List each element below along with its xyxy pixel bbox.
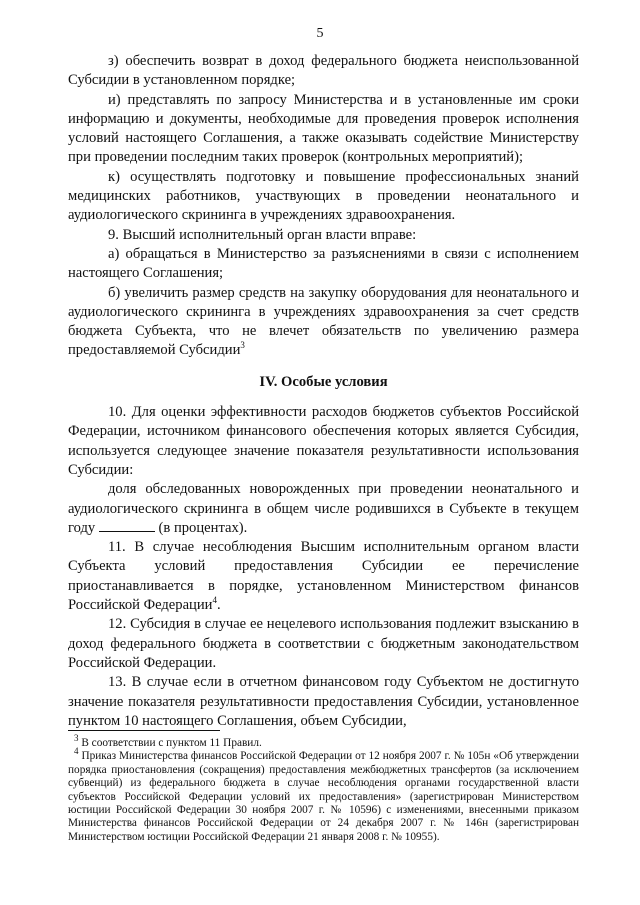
paragraph-13: 13. В случае если в отчетном финансовом году Субъектом не достигнуто значение показателя результативности предоставления Субсидии, установленное пунктом 10 настоящего Соглашения, объем Субсидии,	[68, 674, 579, 729]
paragraph-12: 12. Субсидия в случае ее нецелевого использования подлежит взысканию в доход федерального бюджета в соответствии с бюджетным законодательством Российской Федерации.	[68, 616, 579, 671]
indicator-unit: (в процентах).	[158, 519, 248, 536]
paragraph-11: 11. В случае несоблюдения Высшим исполнительным органом власти Субъекта условий предоставления Субсидии ее перечисление приостанавливается в порядке, установленном Министерством финансов Российской Федерации$^4$.	[68, 539, 579, 614]
footnote-3-mark: 3	[74, 733, 79, 744]
paragraph-a: а) обращаться в Министерство за разъяснениями в связи с исполнением настоящего Соглашения;	[68, 245, 579, 282]
paragraph-i: и) представлять по запросу Министерства и в установленные им сроки информацию и документы, необходимые для проведения проверок исполнения условий настоящего Соглашения, а также оказывать содействие Министерству при проведении последним таких проверок (контрольных мероприятий);	[68, 91, 579, 166]
paragraph-9: 9. Высший исполнительный орган власти вправе:	[108, 226, 417, 243]
footnote-ref-3: 3	[240, 340, 245, 351]
footnotes	[68, 733, 579, 844]
paragraph-10: 10. Для оценки эффективности расходов бюджетов субъектов Российской Федерации, источником финансового обеспечения которых является Субсидия, используется следующее значение показателя результативности использования Субсидии:	[68, 404, 579, 478]
document-body	[68, 52, 579, 731]
paragraph-k: к) осуществлять подготовку и повышение профессиональных знаний медицинских работников, участвующих в проведении неонатального и аудиологического скрининга в учреждениях здравоохранения.	[68, 168, 579, 224]
paragraph-z: з) обеспечить возврат в доход федерального бюджета неиспользованной Субсидии в установленном порядке;	[68, 53, 579, 89]
footnote-4-mark: 4	[74, 746, 79, 757]
paragraph-11-text: 11. В случае несоблюдения Высшим исполнительным органом власти Субъекта условий предоставления Субсидии ее перечисление приостанавливается в порядке, установленном Министерством финансов Российской Федерации	[68, 539, 579, 614]
section-title: IV. Особые условия	[259, 373, 388, 390]
footnote-3	[68, 733, 579, 750]
indicator-text: доля обследованных новорожденных при проведении неонатального и аудиологического скрининга в общем числе родившихся в Субъекте в текущем году	[68, 481, 579, 536]
footnote-ref-4: 4	[212, 595, 217, 606]
footnote-3-text: В соответствии с пунктом 11 Правил.	[81, 737, 262, 749]
page-number: 5	[316, 26, 324, 41]
paragraph-b	[68, 284, 579, 361]
footnote-4	[68, 746, 579, 844]
paragraph-b-text: б) увеличить размер средств на закупку оборудования для неонатального и аудиологического скрининга в учреждениях здравоохранения за счет средств бюджета Субъекта, что не влечет обязательств по увеличению размера предоставляемой Субсидии	[68, 284, 579, 359]
footnote-4-text: Приказ Министерства финансов Российской Федерации от 12 ноября 2007 г. № 105н «Об утверждении порядка приостановления (сокращения) предоставления межбюджетных трансфертов (за исключением субвенций) из федерального бюджета в случае несоблюдения органами государственной власти субъектов Российской Федерации условий их предоставления» (зарегистрирован Министерством юстиции Российской Федерации 30 ноября 2007 г. № 10596) с изменениями, внесенными приказом Министерства финансов Российской Федерации от 24 декабря 2007 г. № 146н (зарегистрирован Министерством юстиции Российской Федерации 21 января 2008 г. № 10955).	[68, 750, 579, 843]
blank-value-line	[99, 519, 155, 532]
footnote-divider	[68, 730, 220, 731]
paragraph-indicator	[68, 480, 579, 538]
